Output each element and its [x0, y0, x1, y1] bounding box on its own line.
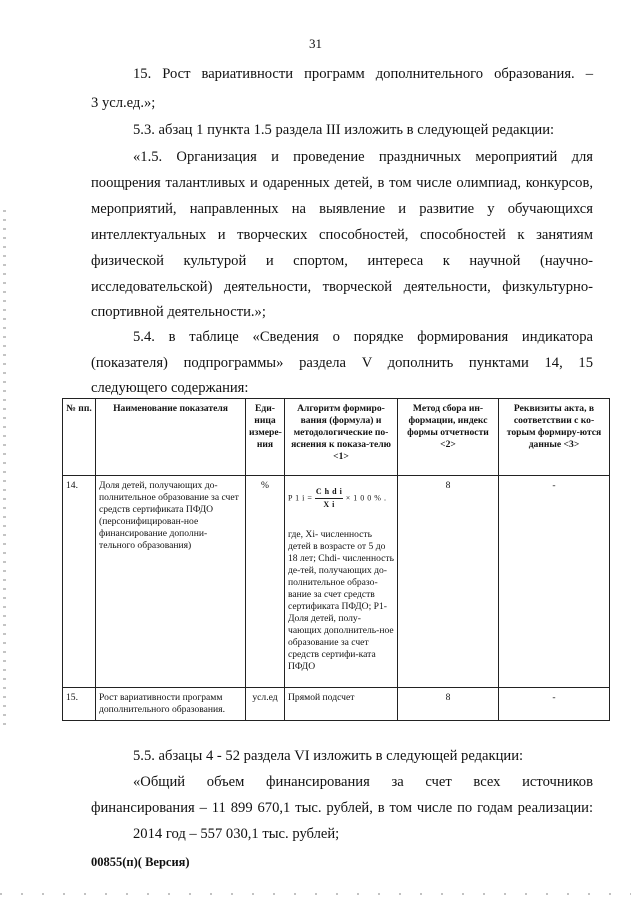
document-footer: 00855(п)( Версия): [91, 855, 190, 869]
paragraph-2014: 2014 год – 557 030,1 тыс. рублей;: [133, 826, 340, 842]
formula: [288, 486, 394, 511]
paragraph-5-4-line-2: (показателя) подпрограммы» раздела V дополнить пунктами 14, 15: [91, 355, 593, 371]
header-unit: Еди-ница измере-ния: [246, 399, 285, 476]
row-algorithm-text: Прямой подсчет: [285, 688, 398, 721]
header-algorithm: Алгоритм формиро-вания (формула) и методологические по-яснения к показа-телю <1>: [285, 399, 398, 476]
formula-numerator: C h d i: [315, 486, 343, 499]
paragraph-5-3: 5.3. абзац 1 пункта 1.5 раздела III изложить в следующей редакции:: [133, 122, 555, 138]
row-algorithm-text: где, Xi- численность детей в возрасте от 5 до 18 лет; Chdi- численность де-тей, получающих до-полнительное образо-вание за счет средств сертификата ПФДО; P1- Доля детей, полу-чающих дополнитель-ное образование за счет средств сертифи-ката ПФДО: [288, 529, 394, 672]
row-unit: %: [246, 476, 285, 688]
paragraph-1-5-line-1: «1.5. Организация и проведение праздничных мероприятий для: [133, 149, 593, 165]
paragraph-5-5: 5.5. абзацы 4 - 52 раздела VI изложить в следующей редакции:: [133, 748, 524, 764]
row-method: 8: [398, 476, 499, 688]
row-number: 14.: [63, 476, 96, 688]
header-requisites: Реквизиты акта, в соответствии с ко-торым формиру-ются данные <3>: [499, 399, 610, 476]
paragraph-1-5-line-5: физической культурой и спортом, интереса к научной (научно-: [91, 253, 593, 269]
paragraph-1-5-line-4: интеллектуальных и творческих способностей, способностей к занятиям: [91, 227, 593, 243]
paragraph-5-4-line-1: 5.4. в таблице «Сведения о порядке формирования индикатора: [133, 329, 593, 345]
header-number: № пп.: [63, 399, 96, 476]
row-algorithm-cell: [285, 476, 398, 688]
row-unit: усл.ед: [246, 688, 285, 721]
header-indicator-name: Наименование показателя: [96, 399, 246, 476]
formula-lhs: P 1 i =: [288, 493, 313, 503]
indicator-table: [62, 398, 610, 721]
row-indicator-name: Доля детей, получающих до-полнительное образование за счет средств сертификата ПФДО (персонифицирован-ное финансирование дополни-тельного образования): [96, 476, 246, 688]
paragraph-1-5-line-7: спортивной деятельности.»;: [91, 304, 266, 320]
row-method: 8: [398, 688, 499, 721]
page-number: 31: [309, 36, 322, 51]
row-requisites: -: [499, 688, 610, 721]
paragraph-1-5-line-6: исследовательской) деятельности, творческой деятельности, физкультурно-: [91, 279, 593, 295]
table-header-row: [63, 399, 610, 476]
paragraph-total-line-1: «Общий объем финансирования за счет всех источников: [133, 774, 593, 790]
paragraph-1-5-line-3: мероприятий, направленных на выявление и развитие у обучающихся: [91, 201, 593, 217]
formula-suffix: × 1 0 0 % .: [345, 493, 387, 503]
scan-margin-marks: [3, 210, 6, 730]
scan-bottom-marks: [0, 893, 631, 895]
formula-denominator: X i: [323, 500, 335, 509]
paragraph-total-line-2: финансирования – 11 899 670,1 тыс. рублей, в том числе по годам реализации:: [91, 800, 593, 816]
paragraph-5-4-line-3: следующего содержания:: [91, 380, 249, 396]
table-row: [63, 476, 610, 688]
formula-fraction: [315, 486, 343, 511]
paragraph-15-line-2: 3 усл.ед.»;: [91, 95, 156, 111]
row-number: 15.: [63, 688, 96, 721]
paragraph-15-line-1: 15. Рост вариативности программ дополнительного образования. –: [133, 66, 593, 82]
row-indicator-name: Рост вариативности программ дополнительного образования.: [96, 688, 246, 721]
row-requisites: -: [499, 476, 610, 688]
table-row: [63, 688, 610, 721]
paragraph-1-5-line-2: поощрения талантливых и одаренных детей, в том числе олимпиад, конкурсов,: [91, 175, 593, 191]
header-method: Метод сбора ин-формации, индекс формы отчетности <2>: [398, 399, 499, 476]
